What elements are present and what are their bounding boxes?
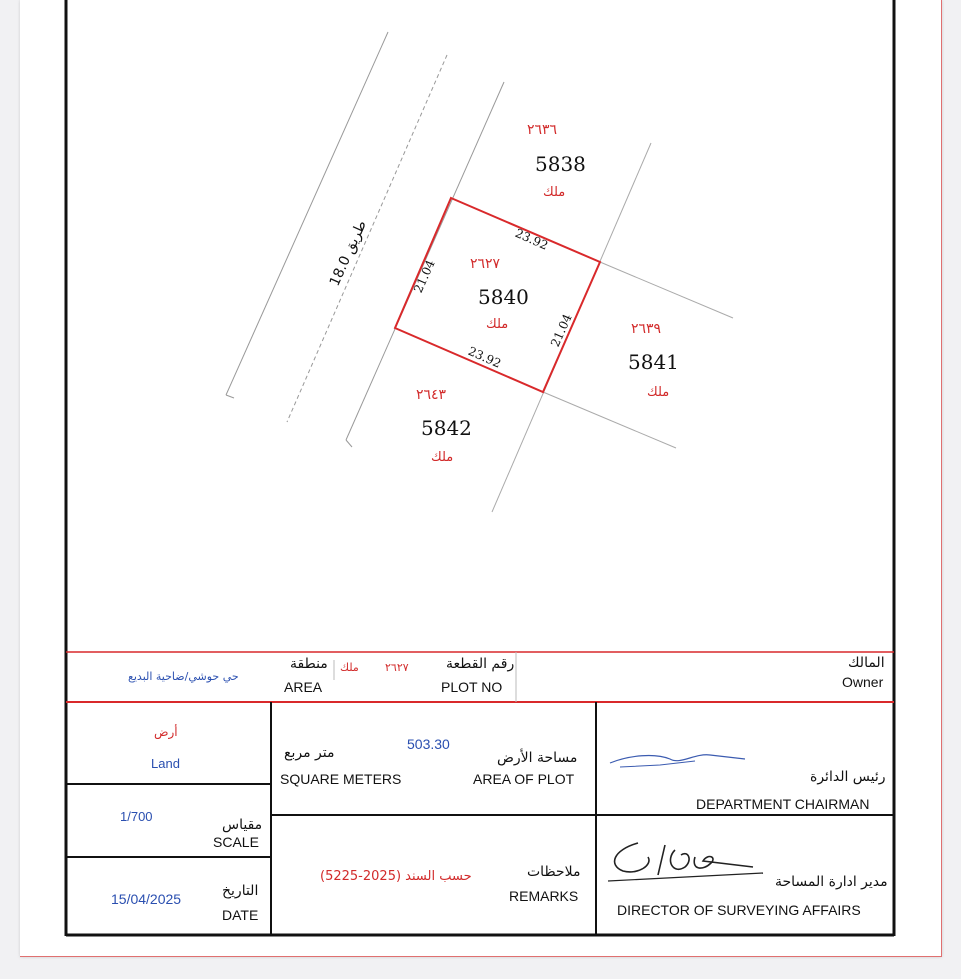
sqm-label-en: SQUARE METERS — [280, 771, 402, 787]
plot-5842-arabic-id: ٢٦٤٣ — [416, 387, 447, 403]
dimension-top: 23.92 — [513, 225, 551, 253]
area-of-plot-value: 503.30 — [407, 736, 450, 752]
date-label-en: DATE — [222, 907, 259, 923]
scale-label-ar: مقياس — [222, 817, 263, 833]
dimension-bottom: 23.92 — [466, 343, 504, 371]
plot-5840-number: 5840 — [478, 285, 529, 309]
scale-label-en: SCALE — [213, 834, 259, 850]
land-type-ar: أرض — [154, 725, 178, 739]
plot-5838-status: ملك — [543, 185, 566, 200]
plot-5841-arabic-id: ٢٦٣٩ — [631, 321, 662, 337]
plot-no-label-ar: رقم القطعة — [446, 656, 515, 672]
area-label-en: AREA — [284, 679, 323, 695]
plot-5838-arabic-id: ٢٦٣٦ — [527, 122, 558, 138]
director-label-ar: مدير ادارة المساحة — [775, 874, 888, 890]
director-signature — [603, 835, 773, 885]
chairman-label-ar: رئيس الدائرة — [810, 769, 886, 785]
plot-5841-status: ملك — [647, 385, 670, 400]
area-value: حي حوشي/ضاحية البديع — [128, 670, 239, 683]
road-label: طريق 18.0 — [326, 218, 370, 289]
scale-value: 1/700 — [120, 809, 153, 824]
owner-label-en: Owner — [842, 674, 884, 690]
remarks-label-en: REMARKS — [509, 888, 579, 904]
area-label-ar: منطقة — [290, 656, 328, 672]
plot-no-label-en: PLOT NO — [441, 679, 503, 695]
director-label-en: DIRECTOR OF SURVEYING AFFAIRS — [617, 902, 861, 918]
dimension-left: 21.04 — [410, 257, 438, 295]
date-value: 15/04/2025 — [111, 891, 182, 907]
area-of-plot-label-en: AREA OF PLOT — [473, 771, 575, 787]
dimension-right: 21.04 — [547, 311, 575, 349]
remarks-value: حسب السند (2025-5225) — [320, 869, 472, 884]
sqm-label-ar: متر مربع — [284, 745, 335, 761]
plot-5840-status: ملك — [486, 317, 509, 332]
date-label-ar: التاريخ — [222, 883, 259, 899]
owner-label-ar: المالك — [848, 655, 885, 671]
land-type-en: Land — [151, 756, 180, 771]
plot-5838-number: 5838 — [535, 152, 586, 176]
plot-no-value: ٢٦٢٧ — [385, 661, 409, 674]
chairman-label-en: DEPARTMENT CHAIRMAN — [696, 796, 870, 812]
remarks-label-ar: ملاحظات — [527, 864, 581, 880]
area-of-plot-label-ar: مساحة الأرض — [497, 750, 578, 766]
plot-5842-status: ملك — [431, 450, 454, 465]
chairman-signature — [600, 745, 760, 775]
plot-5840-arabic-id: ٢٦٢٧ — [470, 256, 501, 272]
plot-status-value: ملك — [340, 661, 359, 674]
plot-5841-number: 5841 — [628, 350, 679, 374]
plot-5842-number: 5842 — [421, 416, 472, 440]
